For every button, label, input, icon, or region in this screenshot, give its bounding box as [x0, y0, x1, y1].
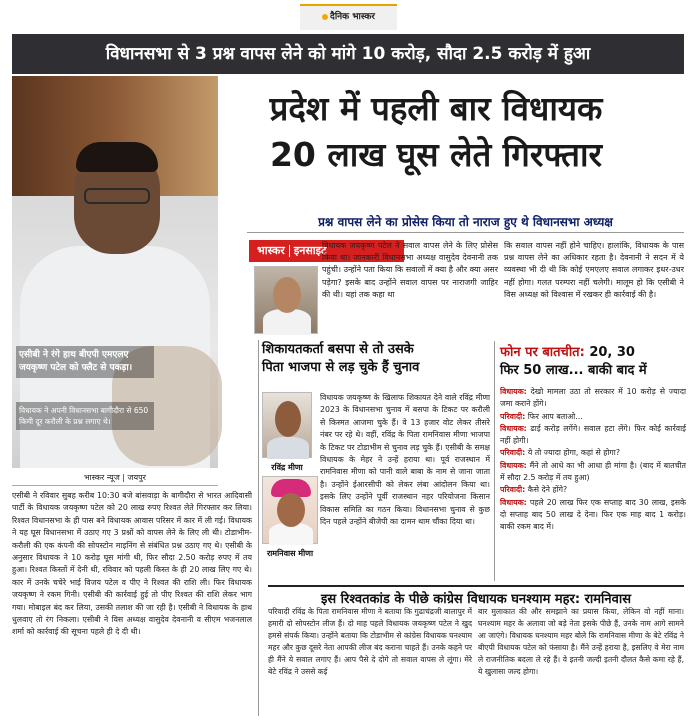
badge-separator	[289, 245, 290, 257]
bottom-text-col-1: परिवादी रविंद्र के पिता रामनिवास मीणा ने बताया कि गुढाचंद्रजी बालापुर में हमारी दो सोपस्टोन लीज हैं। दो माह पहले विधायक जयकृष्ण पटेल ने खुद हमसे संपर्क किया। उन्होंने बताया कि टोडाभीम से कांग्रेस विधायक घनश्याम महर और कुछ दूसरे नेता आपकी लीज बंद कराना चाहते हैं। उनके कहने पर ही मैंने ये सवाल लगाए हैं। आप पैसे दे दोगे तो सवाल वापस ले लूंगा। मेरे बेटे रविंद्र ने उससे कई	[268, 607, 472, 676]
main-story-text: एसीबी ने रविवार सुबह करीब 10:30 बजे बांसवाड़ा के बागीदौरा से भारत आदिवासी पार्टी के विधायक जयकृष्ण पटेल को 20 लाख रुपए रिश्वत लेते गिरफ्तार कर लिया। रिश्वत विधानसभा के ही पास बने विधायक आवास परिसर में कार में ली गई। विधायक ने यह घूस विधानसभा में उठाए गए 3 प्रश्नों को वापस लेने के लिए ली थी। टोडाभीम-करौली की एक कंपनी की सोपस्टोन माइनिंग से संबंधित प्रश्न उठाए गए थे। एसीबी के अनुसार विधायक ने 10 करोड़ घूस मांगी थी, फिर सौदा 2.50 करोड़ रुपए में तय हुआ। रिश्वत किस्तों में देनी थी, रविवार को पहली किस्त के ही 20 लाख लिए गए थे। कार में उनके चचेरे भाई विजय पटेल व पीए ने रिश्वत की राशि ली। फिर विधायक जयकृष्ण ने रकम गिनी। एसीबी की कार्रवाई हुई तो पीए रिश्वत की राशि लेकर भाग गया। मोबाइल बंद कर लिया, उसकी तलाश की जा रही है। एसीबी ने विधायक के हाथ धुलवाए तो रंग निकला। एसीबी ने विस अध्यक्ष वासुदेव देवनानी व सीएम भजनलाल शर्मा को कार्रवाई की सूचना पहले ही दे दी थी।	[12, 491, 252, 637]
byline: भास्कर न्यूज | जयपुर	[12, 470, 218, 486]
ramniwas-name: रामनिवास मीणा	[266, 549, 314, 558]
masthead-brand: दैनिक भास्कर	[330, 12, 375, 22]
dialog-speaker: विधायक:	[500, 423, 527, 433]
complaint-heading-line-1: शिकायतकर्ता बसपा से तो उसके	[262, 342, 414, 357]
top-banner: विधानसभा से 3 प्रश्न वापस लेने को मांगे 10 करोड़, सौदा 2.5 करोड़ में हुआ	[12, 34, 684, 74]
photo-caption: एसीबी ने रंगे हाथ बीएपी एमएलए जयकृष्ण पटेल को फ्लैट से पकड़ा।	[16, 346, 154, 378]
insight-label: इनसाइट	[293, 244, 327, 257]
insight-subhead: प्रश्न वापस लेने का प्रोसेस किया तो नाराज हुए थे विधानसभा अध्यक्ष	[247, 213, 684, 233]
dialog-line	[500, 497, 686, 534]
photo-glasses	[84, 188, 150, 204]
ramniwas-portrait	[262, 476, 318, 544]
dialog-text: ये तो ज्यादा होगा, कहां से होगा?	[527, 448, 620, 458]
phone-heading-red: फोन पर बातचीत:	[500, 345, 585, 360]
complaint-heading	[262, 341, 490, 377]
dialog-speaker: विधायक:	[500, 497, 527, 507]
insight-text-col-2: कि सवाल वापस नहीं होने चाहिए। हालांकि, विधायक के पास प्रश्न वापस लेने का अधिकार रहता है। देवनानी ने सदन में ये व्यवस्था भी दी थी कि कोई एमएलए सवाल लगाकर इधर-उधर नहीं होगा। गलत परम्परा नहीं चलेगी। मालूम हो कि एसीबी ने विस अध्यक्ष को विश्वास में रखकर ही कार्रवाई की है।	[504, 241, 684, 299]
portrait-shirt	[267, 437, 309, 459]
dialog-text: मैंने तो आधे का भी आधा ही मांगा है। (बाद में बातचीत में सौदा 2.5 करोड़ में तय हुआ)	[500, 460, 686, 483]
complaint-text: विधायक जयकृष्ण के खिलाफ शिकायत देने वाले रविंद्र मीणा 2023 के विधानसभा चुनाव में बसपा के टिकट पर करौली से किस्मत आजमा चुके हैं। वे 13 हजार वोट लेकर तीसरे नंबर पर रहे थे। वहीं, रविंद्र के पिता रामनिवास मीणा भाजपा के टिकट पर टोडाभीम से चुनाव लड़ चुके हैं। एसीबी के समक्ष विधायक के मेहर ने उन्हें हराया था। पूर्व राजस्थान में रामनिवास मीणा को पानी वाले बाबा के नाम से जाना जाता है। उन्होंने ईआरसीपी को लेकर लंबा आंदोलन किया था। इसके लिए उन्होंने पूर्वी राजस्थान नहर परियोजना किसान विकास समिति का गठन किया। विधानसभा चुनाव से कुछ दिन पहले उन्होंने बीजेपी का दामन थाम चौंका दिया था।	[320, 393, 490, 527]
phone-heading	[500, 344, 686, 380]
newspaper-masthead	[300, 4, 397, 30]
dialog-text: पहले 20 लाख फिर एक सप्ताह बाद 30 लाख, इसके दो सप्ताह बाद 50 लाख दे देना। फिर एक माह बाद 1 करोड़। बाकी रकम बाद में।	[500, 497, 686, 532]
column-divider-2	[494, 341, 495, 581]
ravindra-name: रविंद्र मीणा	[271, 463, 303, 472]
speaker-portrait	[254, 266, 318, 334]
dialog-text: देखो मामला उठा तो सरकार में 10 करोड़ से ज्यादा जमा कराने होंगे।	[500, 387, 686, 409]
dialog-line	[500, 460, 686, 485]
dialog-speaker: परिवादी:	[500, 411, 526, 421]
dialog-text: फिर आप बताओ...	[527, 411, 583, 421]
complaint-heading-line-2: पिता भाजपा से लड़ चुके हैं चुनाव	[262, 360, 420, 375]
bottom-text-col-2: बार मुलाकात की और समझाने का प्रयास किया, लेकिन वो नहीं माना। घनश्याम महर के अलावा जो बड़े नेता इसके पीछे हैं, उनके नाम आगे सामने आ जाएंगे। विधायक घनश्याम महर बोले कि रामनिवास मीणा के बेटे रविंद्र ने बीएपी विधायक पटेल को फंसाया है। मैंने उन्हें हराया है, इसलिए वे मेरा नाम ले राजनीतिक बदला ले रहे हैं। वे इतनी जल्दी इतनी दौलत कैसे कमा रहे हैं, ये खुलासा जल्द होगा।	[478, 607, 684, 676]
phone-heading-line-2: फिर 50 लाख... बाकी बाद में	[500, 363, 647, 378]
portrait-face	[273, 277, 301, 313]
dialog-speaker: परिवादी:	[500, 448, 526, 458]
portrait-face	[275, 401, 301, 437]
dialog-text: कैसे देने होंगे?	[527, 485, 568, 495]
dialog-line	[500, 386, 686, 411]
photo-person-hair	[76, 142, 158, 172]
bottom-heading: इस रिश्वतकांड के पीछे कांग्रेस विधायक घनश्याम महर: रामनिवास	[268, 585, 684, 607]
phone-heading-black: 20, 30	[584, 345, 635, 360]
insight-text-col-1: विधायक जयकृष्ण पटेल ने सवाल वापस लेने के लिए प्रोसेस किया था। जानकारी विधानसभा अध्यक्ष वासुदेव देवनानी तक पहुंची। उन्होंने पता किया कि सवालों में क्या है और क्या असर पड़ेगा? इसके बाद उन्होंने सवाल वापस पर नाराजगी जाहिर की थी। यहां तक कहा था	[322, 241, 498, 299]
insight-brand: भास्कर	[257, 244, 285, 257]
dialog-speaker: विधायक:	[500, 387, 527, 396]
phone-dialog	[500, 386, 686, 582]
main-headline	[188, 86, 684, 178]
ravindra-portrait	[262, 392, 312, 458]
portrait-face	[277, 493, 305, 527]
dialog-speaker: परिवादी:	[500, 485, 526, 495]
dialog-speaker: विधायक:	[500, 460, 527, 470]
column-divider	[258, 340, 259, 716]
dialog-line	[500, 411, 686, 423]
dialog-line	[500, 447, 686, 459]
dialog-line	[500, 484, 686, 496]
headline-line-2: 20 लाख घूस लेते गिरफ्तार	[269, 135, 603, 174]
sun-logo-icon	[322, 14, 328, 20]
dialog-line	[500, 423, 686, 448]
dialog-text: ढाई करोड़ लगेंगे। सवाल हटा लेंगे। फिर कोई कार्रवाई नहीं होगी।	[500, 423, 686, 446]
photo-subcaption: विधायक ने अपनी विधानसभा बागीदौरा से 650 किमी दूर करौली के प्रश्न लगाए थे।	[16, 402, 154, 430]
headline-line-1: प्रदेश में पहली बार विधायक	[269, 89, 603, 128]
